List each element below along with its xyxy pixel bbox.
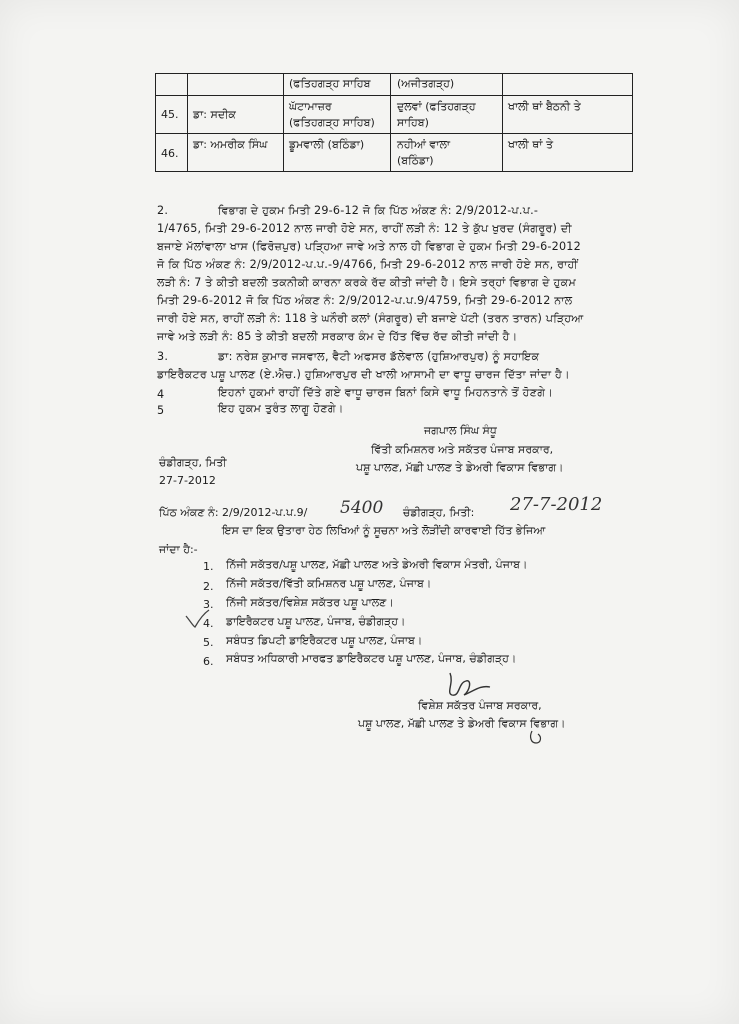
para-line: ਬਜਾਏ ਮੱਲਾਂਵਾਲਾ ਖਾਸ (ਫਿਰੋਜ਼ਪੁਰ) ਪੜ੍ਹਿਆ ਜਾਵੇ ਅਤੇ ਨਾਲ ਹੀ ਵਿਭਾਗ ਦੇ ਹੁਕਮ ਮਿਤੀ 29-6-2012 xyxy=(157,240,581,253)
recipient-item: ਨਿੱਜੀ ਸਕੱਤਰ/ਵਿਸ਼ੇਸ਼ ਸਕੱਤਰ ਪਸ਼ੂ ਪਾਲਣ। xyxy=(226,596,394,609)
para-number: 3. xyxy=(157,350,169,363)
para-line: ਜਾਵੇ ਅਤੇ ਲੜੀ ਨੰ: 85 ਤੇ ਕੀਤੀ ਬਦਲੀ ਸਰਕਾਰ ਕੰਮ ਦੇ ਹਿੱਤ ਵਿੱਚ ਰੱਦ ਕੀਤੀ ਜਾਂਦੀ ਹੈ। xyxy=(157,330,518,343)
transfer-table xyxy=(155,73,633,171)
table-cell: ਖਾਲੀ ਥਾਂ ਤੇ xyxy=(508,138,553,151)
signatory-department: ਪਸ਼ੂ ਪਾਲਣ, ਮੱਛੀ ਪਾਲਣ ਤੇ ਡੇਅਰੀ ਵਿਕਾਸ ਵਿਭਾਗ। xyxy=(356,461,564,474)
para-line: ਇਹਨਾਂ ਹੁਕਮਾਂ ਰਾਹੀਂ ਦਿੱਤੇ ਗਏ ਵਾਧੂ ਚਾਰਜ ਬਿਨਾਂ ਕਿਸੇ ਵਾਧੂ ਮਿਹਨਤਾਨੇ ਤੋਂ ਹੋਣਗੇ। xyxy=(218,386,553,399)
table-cell: ਦੁਲਵਾਂ (ਫਤਿਹਗੜ੍ਹ xyxy=(397,100,476,113)
table-cell: ਡੂਮਵਾਲੀ (ਬਠਿੰਡਾ) xyxy=(289,138,365,151)
table-rule xyxy=(155,95,633,96)
recipient-item: ਸਬੰਧਤ ਅਧਿਕਾਰੀ ਮਾਰਫਤ ਡਾਇਰੈਕਟਰ ਪਸ਼ੂ ਪਾਲਣ, ਪੰਜਾਬ, ਚੰਡੀਗੜ੍ਹ। xyxy=(226,652,517,665)
recipient-number: 4. xyxy=(203,617,214,630)
para-number: 4 xyxy=(157,388,165,401)
endorsement-number: ਪਿੱਠ ਅੰਕਣ ਨੰ: 2/9/2012-ਪ.ਪ.9/ xyxy=(159,506,308,519)
para-line: ਡਾਇਰੈਕਟਰ ਪਸ਼ੂ ਪਾਲਣ (ਏ.ਐਚ.) ਹੁਸ਼ਿਆਰਪੁਰ ਦੀ ਖਾਲੀ ਆਸਾਮੀ ਦਾ ਵਾਧੂ ਚਾਰਜ ਦਿੱਤਾ ਜਾਂਦਾ ਹੈ। xyxy=(157,368,570,381)
endorsement-text: ਜਾਂਦਾ ਹੈ:- xyxy=(159,543,198,556)
place-label: ਚੰਡੀਗੜ੍ਹ, ਮਿਤੀ xyxy=(159,456,227,469)
table-cell: ਸਾਹਿਬ) xyxy=(397,116,429,129)
table-cell: (ਅਜੀਤਗੜ੍ਹ) xyxy=(397,77,455,90)
table-rule xyxy=(283,73,284,171)
para-line: ਲੜੀ ਨੰ: 7 ਤੇ ਕੀਤੀ ਬਦਲੀ ਤਕਨੀਕੀ ਕਾਰਨਾ ਕਰਕੇ ਰੱਦ ਕੀਤੀ ਜਾਂਦੀ ਹੈ। ਇਸੇ ਤਰ੍ਹਾਂ ਵਿਭਾਗ ਦੇ ਹੁਕਮ xyxy=(157,276,577,289)
table-cell: ਖਾਲੀ ਥਾਂ ਬੈਠਨੀ ਤੇ xyxy=(508,100,581,113)
handwritten-initial xyxy=(528,728,544,746)
table-rule xyxy=(155,171,633,172)
table-rule xyxy=(155,73,633,74)
table-cell: (ਬਠਿੰਡਾ) xyxy=(397,154,434,167)
table-cell: 45. xyxy=(161,108,179,121)
handwritten-tick-mark xyxy=(183,608,211,630)
signatory-department: ਪਸ਼ੂ ਪਾਲਣ, ਮੱਛੀ ਪਾਲਣ ਤੇ ਡੇਅਰੀ ਵਿਕਾਸ ਵਿਭਾਗ। xyxy=(358,717,566,730)
para-number: 2. xyxy=(157,204,169,217)
recipient-number: 2. xyxy=(203,580,214,593)
recipient-number: 3. xyxy=(203,598,214,611)
recipient-item: ਡਾਇਰੈਕਟਰ ਪਸ਼ੂ ਪਾਲਣ, ਪੰਜਾਬ, ਚੰਡੀਗੜ੍ਹ। xyxy=(226,615,406,628)
para-line: 1/4765, ਮਿਤੀ 29-6-2012 ਨਾਲ ਜਾਰੀ ਹੋਏ ਸਨ, ਰਾਹੀਂ ਲੜੀ ਨੰ: 12 ਤੇ ਕੁੱਪ ਖੁਰਦ (ਸੰਗਰੂਰ) ਦੀ xyxy=(157,222,572,235)
para-line: ਜਾਰੀ ਹੋਏ ਸਨ, ਰਾਹੀਂ ਲੜੀ ਨੰ: 118 ਤੇ ਘਨੌਰੀ ਕਲਾਂ (ਸੰਗਰੂਰ) ਦੀ ਬਜਾਏ ਪੱਟੀ (ਤਰਨ ਤਾਰਨ) ਪੜ੍ਹਿਆ xyxy=(157,312,584,325)
para-line: ਵਿਭਾਗ ਦੇ ਹੁਕਮ ਮਿਤੀ 29-6-12 ਜੋ ਕਿ ਪਿੱਠ ਅੰਕਣ ਨੰ: 2/9/2012-ਪ.ਪ.- xyxy=(218,204,539,217)
handwritten-number: 5400 xyxy=(340,498,384,518)
recipient-number: 5. xyxy=(203,636,214,649)
table-rule xyxy=(155,133,633,134)
recipient-number: 6. xyxy=(203,655,214,668)
recipient-item: ਨਿੱਜੀ ਸਕੱਤਰ/ਪਸ਼ੂ ਪਾਲਣ, ਮੱਛੀ ਪਾਲਣ ਅਤੇ ਡੇਅਰੀ ਵਿਕਾਸ ਮੰਤਰੀ, ਪੰਜਾਬ। xyxy=(226,558,528,571)
para-line: ਡਾ: ਨਰੇਸ਼ ਕੁਮਾਰ ਜਸਵਾਲ, ਵੈਟੀ ਅਫਸਰ ਡੱਲੇਵਾਲ (ਹੁਸ਼ਿਆਰਪੁਰ) ਨੂੰ ਸਹਾਇਕ xyxy=(218,350,540,363)
recipient-item: ਸਬੰਧਤ ਡਿਪਟੀ ਡਾਇਰੈਕਟਰ ਪਸ਼ੂ ਪਾਲਣ, ਪੰਜਾਬ। xyxy=(226,634,423,647)
para-line: ਮਿਤੀ 29-6-2012 ਜੋ ਕਿ ਪਿੱਠ ਅੰਕਣ ਨੰ: 2/9/2012-ਪ.ਪ.9/4759, ਮਿਤੀ 29-6-2012 ਨਾਲ xyxy=(157,294,573,307)
handwritten-date: 27-7-2012 xyxy=(510,494,603,515)
table-cell: (ਫਤਿਹਗੜ੍ਹ ਸਾਹਿਬ xyxy=(289,77,371,90)
table-rule xyxy=(155,73,156,171)
table-cell: ਡਾ: ਸਦੀਕ xyxy=(193,108,236,121)
table-rule xyxy=(390,73,391,171)
table-cell: ਡਾ: ਅਮਰੀਕ ਸਿੰਘ xyxy=(193,138,268,151)
recipient-number: 1. xyxy=(203,560,214,573)
signatory-name: ਜਗਪਾਲ ਸਿੰਘ ਸੰਧੂ xyxy=(424,424,497,437)
table-cell: (ਫਤਿਹਗੜ੍ਹ ਸਾਹਿਬ) xyxy=(289,116,375,129)
para-number: 5 xyxy=(157,404,165,417)
para-line: ਜੋ ਕਿ ਪਿੱਠ ਅੰਕਣ ਨੰ: 2/9/2012-ਪ.ਪ.-9/4766, ਮਿਤੀ 29-6-2012 ਨਾਲ ਜਾਰੀ ਹੋਏ ਸਨ, ਰਾਹੀਂ xyxy=(157,258,578,271)
table-cell: ਨਹੀਆਂ ਵਾਲਾ xyxy=(397,138,451,151)
table-cell: 46. xyxy=(161,147,179,160)
signatory-title: ਵਿੱਤੀ ਕਮਿਸ਼ਨਰ ਅਤੇ ਸਕੱਤਰ ਪੰਜਾਬ ਸਰਕਾਰ, xyxy=(371,443,554,456)
signatory-title: ਵਿਸ਼ੇਸ਼ ਸਕੱਤਰ ਪੰਜਾਬ ਸਰਕਾਰ, xyxy=(418,699,542,712)
table-rule xyxy=(632,73,633,171)
table-cell: ਘੱਟਾਮਾਜ਼ਰ xyxy=(289,100,332,113)
endorsement-text: ਇਸ ਦਾ ਇਕ ਉਤਾਰਾ ਹੇਠ ਲਿਖਿਆਂ ਨੂੰ ਸੂਚਨਾ ਅਤੇ ਲੋੜੀਂਦੀ ਕਾਰਵਾਈ ਹਿੱਤ ਭੇਜਿਆ xyxy=(222,524,546,537)
endorsement-place: ਚੰਡੀਗੜ੍ਹ, ਮਿਤੀ: xyxy=(403,506,475,519)
para-line: ਇਹ ਹੁਕਮ ਤੁਰੰਤ ਲਾਗੂ ਹੋਣਗੇ। xyxy=(218,402,344,415)
recipient-item: ਨਿੱਜੀ ਸਕੱਤਰ/ਵਿੱਤੀ ਕਮਿਸ਼ਨਰ ਪਸ਼ੂ ਪਾਲਣ, ਪੰਜਾਬ। xyxy=(226,577,432,590)
table-rule xyxy=(502,73,503,171)
date-value: 27-7-2012 xyxy=(159,474,216,487)
table-rule xyxy=(187,73,188,171)
